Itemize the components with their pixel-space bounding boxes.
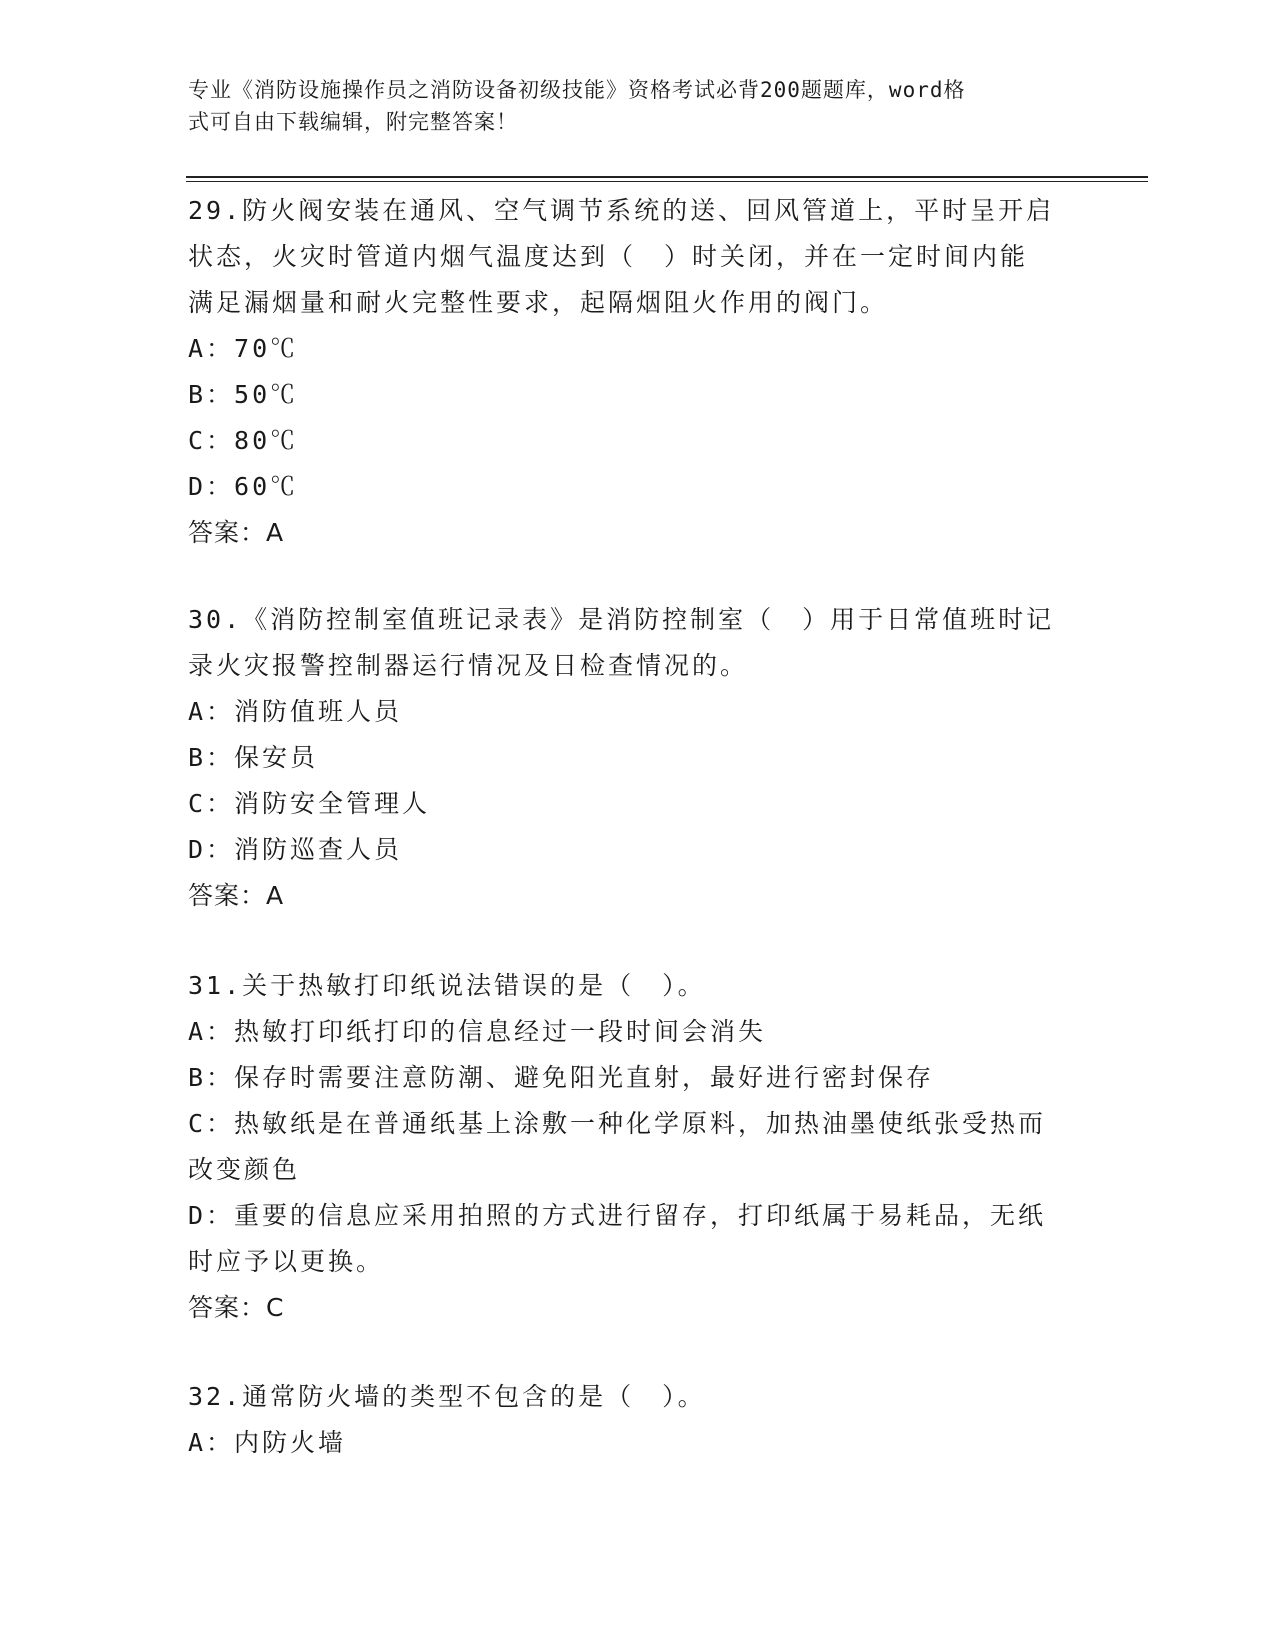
stem-line: 30.《消防控制室值班记录表》是消防控制室（ ）用于日常值班时记 [188, 605, 1055, 634]
header-divider-thin [186, 181, 1148, 182]
question-31 [188, 963, 1088, 1331]
option-c: C：80℃ [188, 426, 299, 455]
stem-line: 31.关于热敏打印纸说法错误的是（ ）。 [188, 971, 706, 1000]
option-b: B：保存时需要注意防潮、避免阳光直射，最好进行密封保存 [188, 1063, 935, 1092]
stem-line: 满足漏烟量和耐火完整性要求，起隔烟阻火作用的阀门。 [188, 288, 889, 317]
question-stem [188, 1374, 1088, 1420]
option-line: 改变颜色 [188, 1155, 301, 1184]
question-29 [188, 188, 1088, 556]
answer-line: 答案：A [188, 518, 285, 547]
option-c: C：消防安全管理人 [188, 789, 431, 818]
question-stem [188, 597, 1088, 689]
document-header [188, 74, 1088, 138]
option-b: B：50℃ [188, 380, 299, 409]
stem-line: 状态，火灾时管道内烟气温度达到（ ）时关闭，并在一定时间内能 [188, 242, 1029, 271]
option-line: 时应予以更换。 [188, 1247, 385, 1276]
option-a: A：70℃ [188, 334, 299, 363]
stem-line: 录火灾报警控制器运行情况及日检查情况的。 [188, 651, 749, 680]
option-a: A：热敏打印纸打印的信息经过一段时间会消失 [188, 1017, 767, 1046]
stem-line: 32.通常防火墙的类型不包含的是（ ）。 [188, 1382, 706, 1411]
option-line: C：热敏纸是在普通纸基上涂敷一种化学原料，加热油墨使纸张受热而 [188, 1109, 1047, 1138]
answer-line: 答案：A [188, 881, 285, 910]
option-a: A：消防值班人员 [188, 697, 403, 726]
question-32 [188, 1374, 1088, 1466]
option-d: D：消防巡查人员 [188, 835, 403, 864]
option-d [188, 1193, 1088, 1285]
question-stem [188, 188, 1088, 326]
option-c [188, 1101, 1088, 1193]
option-b: B：保安员 [188, 743, 319, 772]
header-divider-thick [186, 176, 1148, 178]
option-line: D：重要的信息应采用拍照的方式进行留存，打印纸属于易耗品，无纸 [188, 1201, 1047, 1230]
stem-line: 29.防火阀安装在通风、空气调节系统的送、回风管道上，平时呈开启 [188, 196, 1055, 225]
header-line-1: 专业《消防设施操作员之消防设备初级技能》资格考试必背200题题库，word格 [188, 78, 966, 102]
question-stem [188, 963, 1088, 1009]
option-d: D：60℃ [188, 472, 299, 501]
option-a: A：内防火墙 [188, 1428, 347, 1457]
header-line-2: 式可自由下载编辑，附完整答案！ [188, 110, 518, 134]
question-30 [188, 597, 1088, 919]
answer-line: 答案：C [188, 1293, 285, 1322]
